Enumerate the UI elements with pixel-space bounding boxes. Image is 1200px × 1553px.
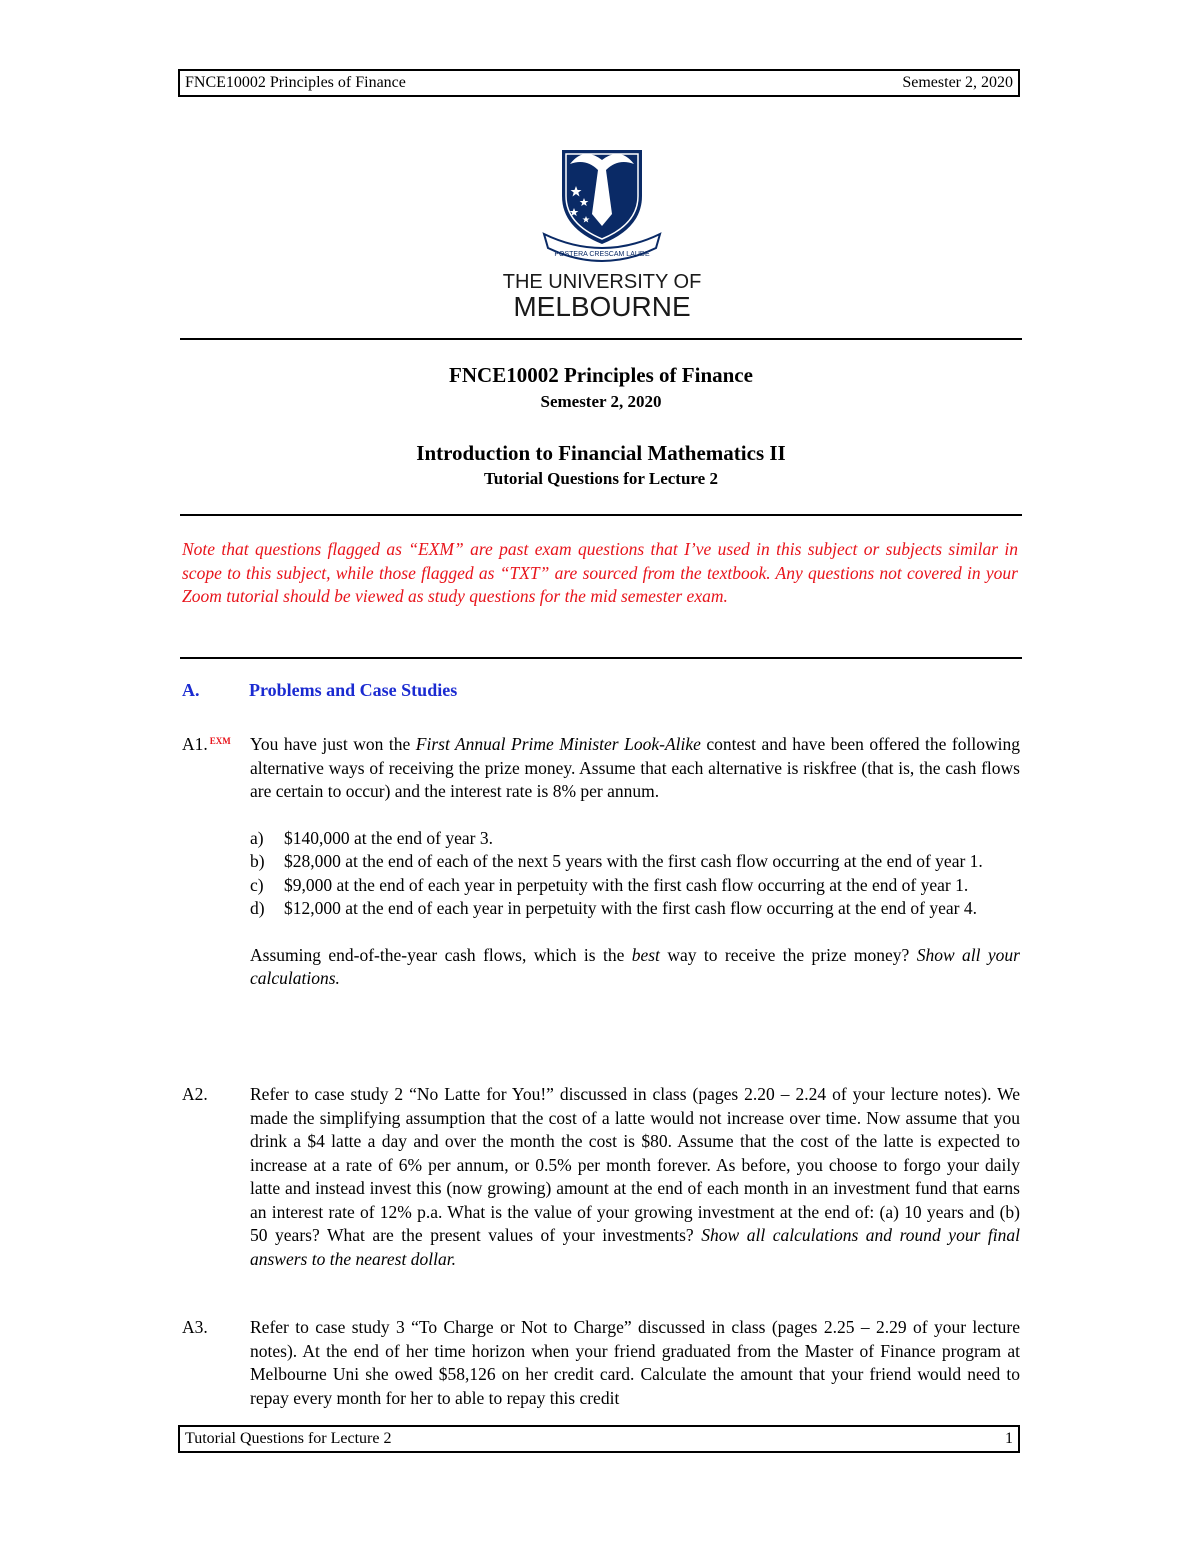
question-closing: Assuming end-of-the-year cash flows, which is the best way to receive the prize money? Show all your calculations. <box>250 944 1020 988</box>
alternative-item: d) $12,000 at the end of each year in perpetuity with the first cash flow occurring at the end of year 4. <box>250 898 977 918</box>
question-a3 <box>182 1316 1020 1410</box>
footer-title: Tutorial Questions for Lecture 2 <box>185 1430 392 1447</box>
alternative-item: c) $9,000 at the end of each year in perpetuity with the first cash flow occurring at the end of year 1. <box>250 874 969 895</box>
question-label: A1. $^{EXM}$ <box>182 734 231 754</box>
page-number: 1 <box>1005 1430 1013 1447</box>
alternative-item: a) $140,000 at the end of year 3. <box>250 827 493 848</box>
section-number: A. <box>182 680 200 700</box>
question-text: Refer to case study 2 “No Latte for You!” discussed in class (pages 2.20 – 2.24 of your lecture notes). We made the simplifying assumption that the cost of a latte would not increase over time. Now assume that you drink a $4 latte a day and over the month the cost is $80. Assume that the cost of the latte is expected to increase at a rate of 6% per annum, or 0.5% per month forever. As before, you choose to forgo your daily latte and instead invest this (now growing) amount at the end of each month in an investment fund that earns an interest rate of 12% p.a. What is the value of your growing investment at the end of: (a) 10 years and (b) 50 years? What are the present values of your investments? Show all calculations and round your final answers to the nearest dollar. <box>250 1084 1021 1269</box>
logo-line-1: THE UNIVERSITY OF <box>502 271 702 293</box>
question-a1 <box>182 733 1020 991</box>
doc-subject-title: FNCE10002 Principles of Finance <box>449 363 753 387</box>
question-text: Refer to case study 3 “To Charge or Not to Charge” discussed in class (pages 2.25 – 2.29 of your lecture notes). At the end of her time horizon when your friend graduated from the Master of Finance program at Melbourne Uni she owed $58,126 on her credit card. Calculate the amount that your friend would need to repay every month for her to able to repay this credit <box>250 1317 1020 1408</box>
doc-subtitle: Tutorial Questions for Lecture 2 <box>484 469 718 488</box>
question-text: You have just won the First Annual Prime Minister Look-Alike contest and have been offered the following alternative ways of receiving the prize money. Assume that each alternative is riskfree (that is, the cash flows are certain to occur) and the interest rate is 8% per annum. <box>250 734 1020 801</box>
divider-middle <box>180 514 1022 516</box>
alternative-item: b) $28,000 at the end of each of the next 5 years with the first cash flow occurring at the end of year 1. <box>250 851 983 871</box>
page-footer <box>178 1425 1020 1453</box>
divider-section <box>180 657 1022 659</box>
header-subject: FNCE10002 Principles of Finance <box>185 74 406 91</box>
divider-top <box>180 338 1022 340</box>
doc-semester: Semester 2, 2020 <box>540 392 662 411</box>
university-crest <box>544 150 660 261</box>
page-header <box>178 69 1020 97</box>
university-logo <box>502 140 702 322</box>
question-a2 <box>182 1083 1020 1271</box>
doc-topic-title: Introduction to Financial Mathematics II <box>416 441 786 465</box>
question-label: A2. <box>182 1084 208 1104</box>
exm-flag: EXM <box>209 736 231 746</box>
logo-line-2: MELBOURNE <box>513 291 691 322</box>
logo-motto: POSTERA CRESCAM LAUDE <box>554 251 650 258</box>
section-heading <box>182 680 457 701</box>
header-semester: Semester 2, 2020 <box>902 74 1013 91</box>
question-label: A3. <box>182 1317 208 1337</box>
exam-note: Note that questions flagged as “EXM” are past exam questions that I’ve used in this subject or subjects similar in scope to this subject, while those flagged as “TXT” are sourced from the textbook. Any questions not covered in your Zoom tutorial should be viewed as study questions for the mid semester exam. <box>182 539 1018 606</box>
section-title: Problems and Case Studies <box>249 680 458 700</box>
